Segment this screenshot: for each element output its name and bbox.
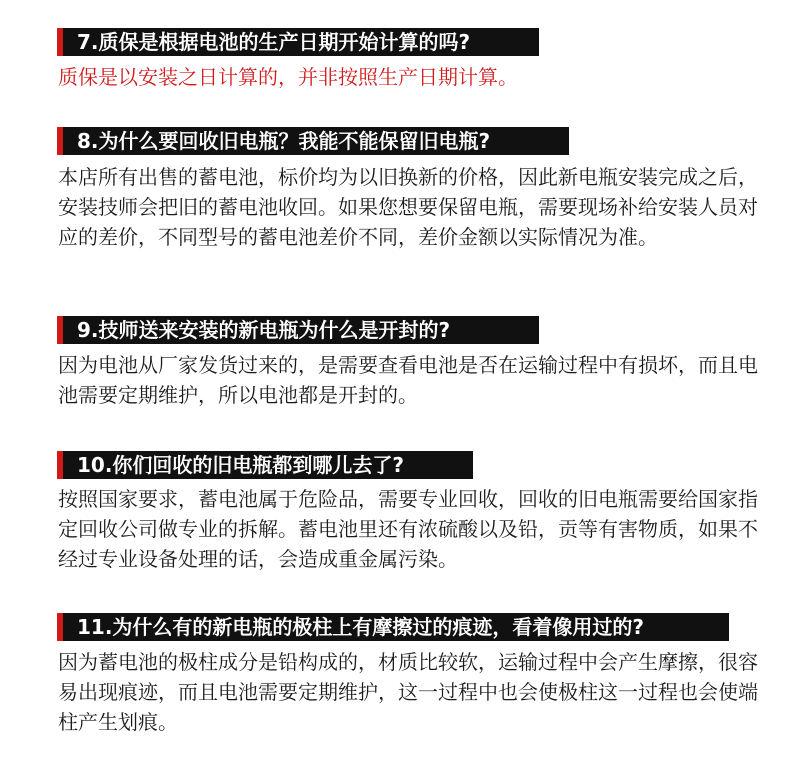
answer-text-8: 本店所有出售的蓄电池，标价均为以旧换新的价格，因此新电瓶安装完成之后，安装技师会把旧的蓄电池收回。如果您想要保留电瓶，需要现场补给安装人员对应的差价，不同型号的蓄电池差价不同，差价金额以实际情况为准。 (58, 165, 758, 249)
answer-text-9: 因为电池从厂家发货过来的，是需要查看电池是否在运输过程中有损坏，而且电池需要定期维护，所以电池都是开封的。 (58, 353, 758, 407)
question-text-7: 7.质保是根据电池的生产日期开始计算的吗? (77, 30, 471, 54)
question-text-8: 8.为什么要回收旧电瓶？我能不能保留旧电瓶? (77, 129, 491, 153)
answer-text-10: 按照国家要求，蓄电池属于危险品，需要专业回收，回收的旧电瓶需要给国家指定回收公司做专业的拆解。蓄电池里还有浓硫酸以及铅，贡等有害物质，如果不经过专业设备处理的话，会造成重金属污染。 (58, 487, 758, 571)
question-text-11: 11.为什么有的新电瓶的极柱上有摩擦过的痕迹，看着像用过的? (77, 615, 645, 639)
question-text-10: 10.你们回收的旧电瓶都到哪儿去了? (77, 453, 405, 477)
answer-text-7: 质保是以安装之日计算的，并非按照生产日期计算。 (58, 65, 518, 89)
question-text-9: 9.技师送来安装的新电瓶为什么是开封的? (77, 318, 451, 342)
answer-text-11: 因为蓄电池的极柱成分是铅构成的，材质比较软，运输过程中会产生摩擦，很容易出现痕迹，而且电池需要定期维护，这一过程中也会使极柱这一过程也会使端柱产生划痕。 (58, 650, 758, 734)
